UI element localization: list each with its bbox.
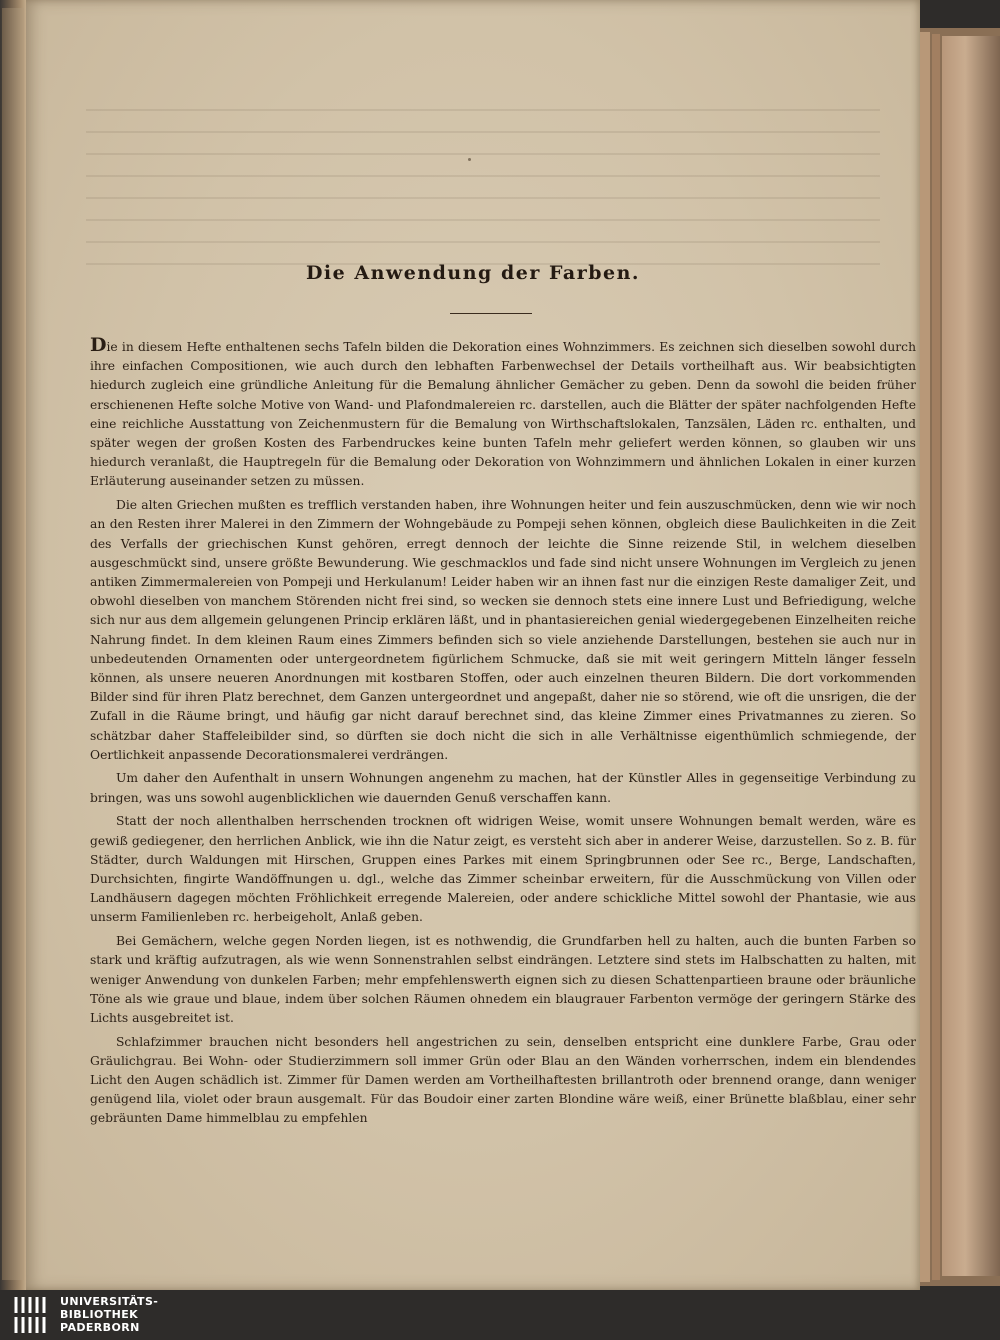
library-name-line: UNIVERSITÄTS- xyxy=(60,1295,159,1308)
paragraph-2: Die alten Griechen mußten es trefflich verstanden haben, ihre Wohnungen heiter und fein auszuschmücken, denn wie wir noch an den Resten ihrer Malerei in den Zimmern der Wohngebäude zu Pompeji sehen können, obgleich diese Baulichkeiten in die Zeit des Verfalls der griechischen Kunst gehören, erregt dennoch der leichte die Sinne reizende Stil, in welchem dieselben ausgeschmückt sind, unsere größte Bewunderung. Wie geschmacklos und fade sind nicht unsere Wohnungen im Vergleich zu jenen antiken Zimmermalereien von Pompeji und Herkulanum! Leider haben wir an ihnen fast nur die einzigen Reste damaliger Zeit, und obwohl dieselben von manchem Störenden nicht frei sind, so wecken sie dennoch stets eine innere Lust und Befriedigung, welche sich nur aus dem allgemein gelungenen Princip erklären läßt, und in phantasiereichen genial wiedergegebenen Einzelheiten reiche Nahrung findet. In dem kleinen Raum eines Zimmers befinden sich so viele anziehende Darstellungen, bestehen sie auch nur in unbedeutenden Ornamenten oder untergeordnetem figürlichem Schmucke, daß sie mit weit geringern Mitteln länger fesseln können, als unsere neueren Anordnungen mit kostbaren Stoffen, oder auch einzelnen theuren Bildern. Die dort vorkommenden Bilder sind für ihren Platz berechnet, dem Ganzen untergeordnet und angepaßt, daher nie so störend, wie oft die unsrigen, die der Zufall in die Räume bringt, und häufig gar nicht darauf berechnet sind, das kleine Zimmer eines Privatmannes zu zieren. So schätzbar daher Staffeleibilder sind, so dürften sie doch nicht die sich in alle Verhältnisse eigenthümlich schmiegende, der Oertlichkeit anpassende Decorationsmalerei verdrängen. xyxy=(90,498,916,762)
page-stack-edge xyxy=(942,36,1000,1276)
page-speck xyxy=(468,158,471,161)
library-name-line: BIBLIOTHEK xyxy=(60,1308,139,1321)
paragraph-6: Schlafzimmer brauchen nicht besonders hell angestrichen zu sein, denselben entspricht eine dunklere Farbe, Grau oder Gräulichgrau. Bei Wohn- oder Studierzimmern soll immer Grün oder Blau an den Wänden vorherrschen, indem ein blendendes Licht den Augen schädlich ist. Zimmer für Damen werden am Vortheilhaftesten brillantroth oder brennend orange, dann weniger genügend lila, violet oder braun ausgemalt. Für das Boudoir einer zarten Blondine wäre weiß, einer Brünette blaßblau, einer sehr gebräunten Dame himmelblau zu empfehlen xyxy=(90,1034,916,1126)
page-stack-edge xyxy=(932,34,940,1280)
university-library-logo-icon xyxy=(12,1293,52,1337)
drop-cap: D xyxy=(90,334,107,356)
previous-page-edge xyxy=(2,8,24,1280)
bleed-through-text xyxy=(86,95,880,275)
paragraph-3: Um daher den Aufenthalt in unsern Wohnungen angenehm zu machen, hat der Künstler Alles in gegenseitige Verbindung zu bringen, was uns sowohl augenblicklichen wie dauernden Genuß verschaffen kann. xyxy=(90,771,916,805)
paragraph-4: Statt der noch allenthalben herrschenden trocknen oft widrigen Weise, womit unsere Wohnungen bemalt werden, wäre es gewiß gediegener, den herrlichen Anblick, wie ihn die Natur zeigt, es versteht sich aber in anderer Weise, darzustellen. So z. B. für Städter, durch Waldungen mit Hirschen, Gruppen eines Parkes mit einem Springbrunnen oder See rc., Berge, Landschaften, Durchsichten, fingirte Wandöffnungen u. dgl., welche das Zimmer scheinbar erweitern, für die Ausschmückung von Villen oder Landhäusern dagegen möchten Fröhlichkeit erregende Malereien, oder andere schickliche Mittel sowohl der Phantasie, wie aus unserm Familienleben rc. herbeigeholt, Anlaß geben. xyxy=(90,814,916,925)
title-rule xyxy=(450,313,532,314)
library-footer xyxy=(0,1290,1000,1340)
library-name-line: PADERBORN xyxy=(60,1321,140,1334)
paragraph-1 xyxy=(90,336,916,492)
paragraph-5: Bei Gemächern, welche gegen Norden liegen, ist es nothwendig, die Grundfarben hell zu halten, auch die bunten Farben so stark und kräftig aufzutragen, als wie wenn Sonnenstrahlen selbst eindrängen. Letztere sind stets im Halbschatten zu halten, mit weniger Anwendung von dunkelen Farben; mehr empfehlenswerth eignen sich zu diesen Schattenpartieen braune oder bräunliche Töne als wie graue und blaue, indem über solchen Räumen ohnedem ein blaugrauer Farbenton vermöge der geringern Stärke des Lichts ausgebreitet ist. xyxy=(90,934,916,1025)
scanned-page xyxy=(26,0,920,1290)
body-text xyxy=(90,336,916,1133)
paragraph-text: ie in diesem Hefte enthaltenen sechs Tafeln bilden die Dekoration eines Wohnzimmers. Es zeichnen sich dieselben sowohl durch ihre einfachen Compositionen, wie auch durch den lebhaften Farbenwechsel der Details vortheilhaft aus. Wir beabsichtigten hiedurch zugleich eine gründliche Anleitung für die Bemalung ähnlicher Gemächer zu geben. Denn da sowohl die beiden früher erschienenen Hefte solche Motive von Wand- und Plafondmalereien rc. darstellen, auch die Blätter der später nachfolgenden Hefte eine reichliche Ausstattung von Zeichenmustern für die Bemalung von Wirthschaftslokalen, Tanzsälen, Läden rc. enthalten, und später wegen der großen Kosten des Farbendruckes keine bunten Tafeln mehr geliefert werden können, so glauben wir uns hiedurch veranlaßt, die Hauptregeln für die Bemalung oder Dekoration von Wohnzimmern und ähnlichen Lokalen in einer kurzen Erläuterung auseinander setzen zu müssen. xyxy=(90,340,916,489)
page-stack-edge xyxy=(920,32,930,1282)
library-name xyxy=(60,1295,158,1334)
page-title: Die Anwendung der Farben. xyxy=(305,262,641,284)
